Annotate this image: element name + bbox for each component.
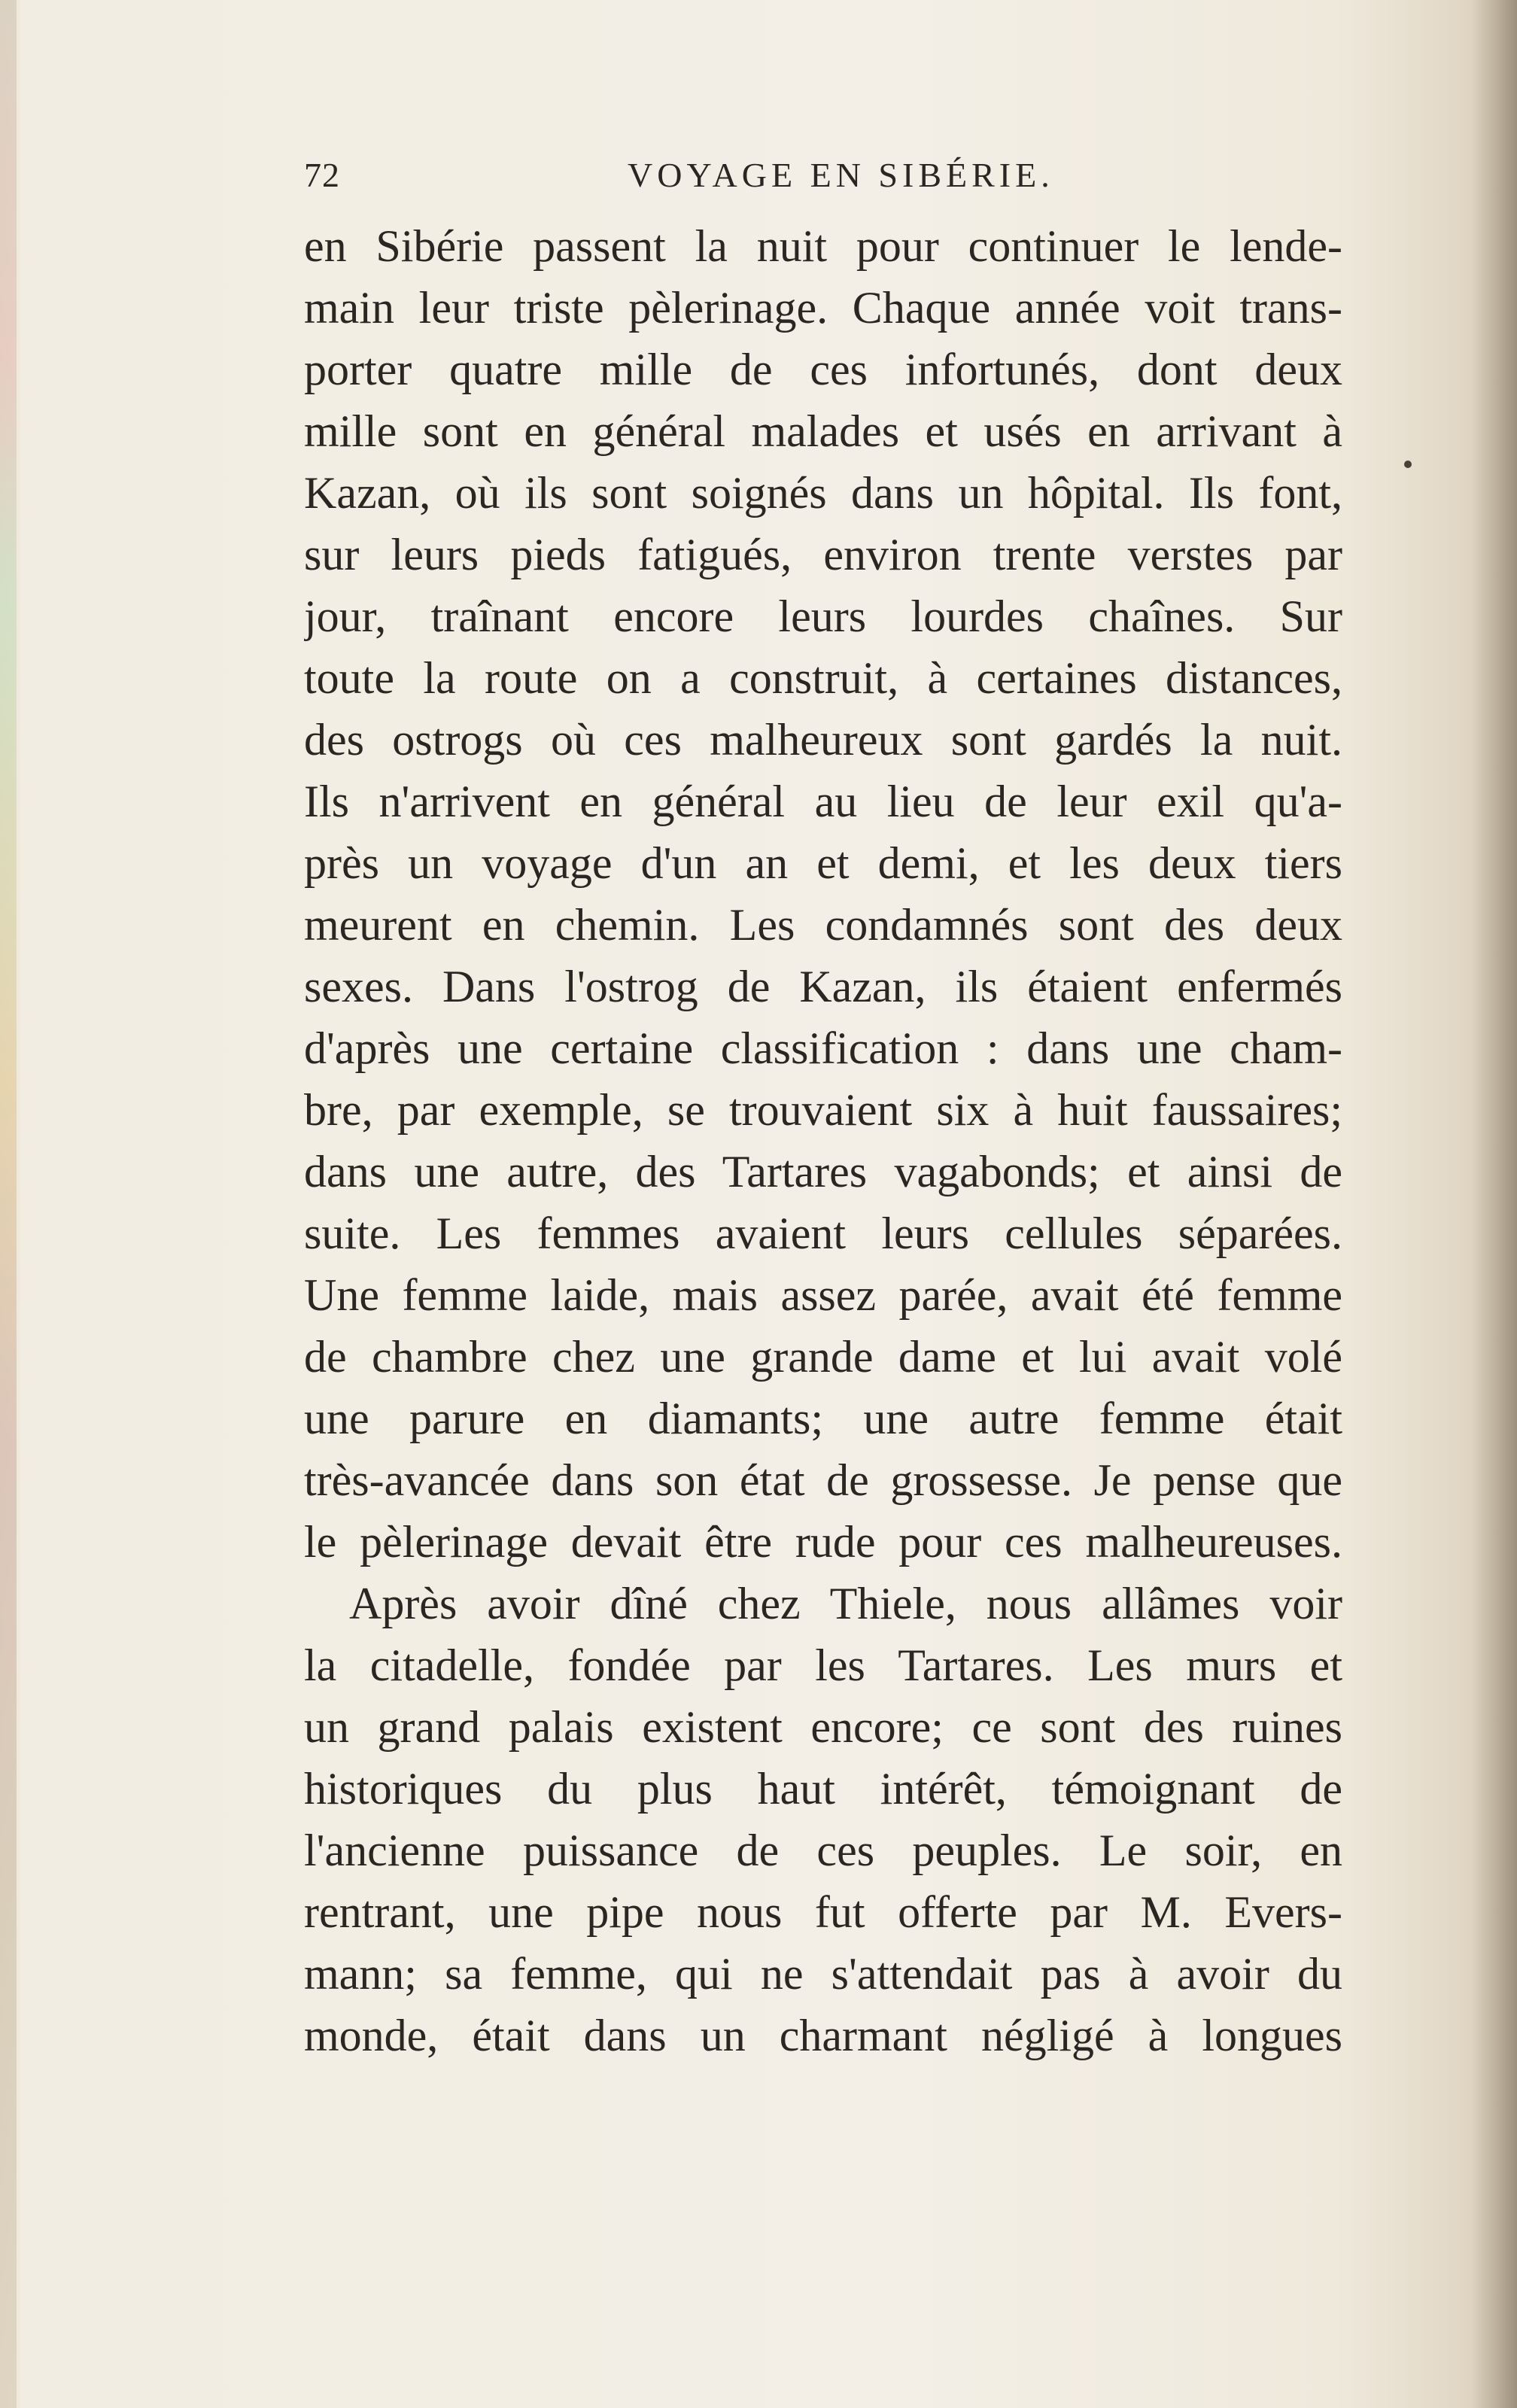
- text-line: d'après une certaine classification : dans une cham-: [304, 1023, 1342, 1073]
- text-line: l'ancienne puissance de ces peuples. Le soir, en: [304, 1826, 1342, 1875]
- text-line: Ils n'arrivent en général au lieu de leur exil qu'a-: [304, 777, 1342, 826]
- text-line: monde, était dans un charmant négligé à longues: [304, 2011, 1342, 2060]
- ink-speck: [1404, 461, 1412, 468]
- text-line: la citadelle, fondée par les Tartares. Les murs et: [304, 1640, 1342, 1690]
- text-line: Après avoir dîné chez Thiele, nous allâmes voir: [349, 1579, 1342, 1628]
- text-line: en Sibérie passent la nuit pour continuer le lende-: [304, 221, 1342, 271]
- text-line: bre, par exemple, se trouvaient six à huit faussaires;: [304, 1085, 1342, 1135]
- text-line: sur leurs pieds fatigués, environ trente verstes par: [304, 530, 1342, 579]
- page-left-edge: [0, 0, 17, 2408]
- text-line: toute la route on a construit, à certaines distances,: [304, 653, 1342, 703]
- page-number: 72: [304, 156, 340, 194]
- text-line: dans une autre, des Tartares vagabonds; et ainsi de: [304, 1147, 1342, 1196]
- page-gutter-shadow: [1472, 0, 1517, 2408]
- body-text: [304, 215, 1342, 2066]
- text-line: des ostrogs où ces malheureux sont gardés la nuit.: [304, 715, 1342, 765]
- text-line: le pèlerinage devait être rude pour ces malheureuses.: [304, 1517, 1342, 1567]
- text-line: suite. Les femmes avaient leurs cellules séparées.: [304, 1209, 1342, 1258]
- text-line: main leur triste pèlerinage. Chaque année voit trans-: [304, 283, 1342, 333]
- text-line: jour, traînant encore leurs lourdes chaînes. Sur: [304, 591, 1342, 641]
- text-line: Kazan, où ils sont soignés dans un hôpital. Ils font,: [304, 468, 1342, 518]
- text-line: porter quatre mille de ces infortunés, dont deux: [304, 345, 1342, 394]
- text-line: très-avancée dans son état de grossesse. Je pense que: [304, 1455, 1342, 1505]
- paragraph-2: [304, 1573, 1342, 2066]
- paragraph-1: [304, 215, 1342, 1573]
- text-line: un grand palais existent encore; ce sont des ruines: [304, 1702, 1342, 1752]
- text-line: mille sont en général malades et usés en arrivant à: [304, 406, 1342, 456]
- text-line: sexes. Dans l'ostrog de Kazan, ils étaient enfermés: [304, 962, 1342, 1011]
- text-line: de chambre chez une grande dame et lui avait volé: [304, 1332, 1342, 1382]
- text-line: historiques du plus haut intérêt, témoignant de: [304, 1764, 1342, 1814]
- text-line: meurent en chemin. Les condamnés sont des deux: [304, 900, 1342, 950]
- page-header: [304, 155, 1342, 200]
- text-line: Une femme laide, mais assez parée, avait été femme: [304, 1270, 1342, 1320]
- text-line: près un voyage d'un an et demi, et les deux tiers: [304, 838, 1342, 888]
- running-title: VOYAGE EN SIBÉRIE.: [628, 156, 1054, 194]
- text-line: une parure en diamants; une autre femme était: [304, 1394, 1342, 1443]
- text-line: rentrant, une pipe nous fut offerte par M. Evers-: [304, 1887, 1342, 1937]
- text-line: mann; sa femme, qui ne s'attendait pas à avoir du: [304, 1949, 1342, 1999]
